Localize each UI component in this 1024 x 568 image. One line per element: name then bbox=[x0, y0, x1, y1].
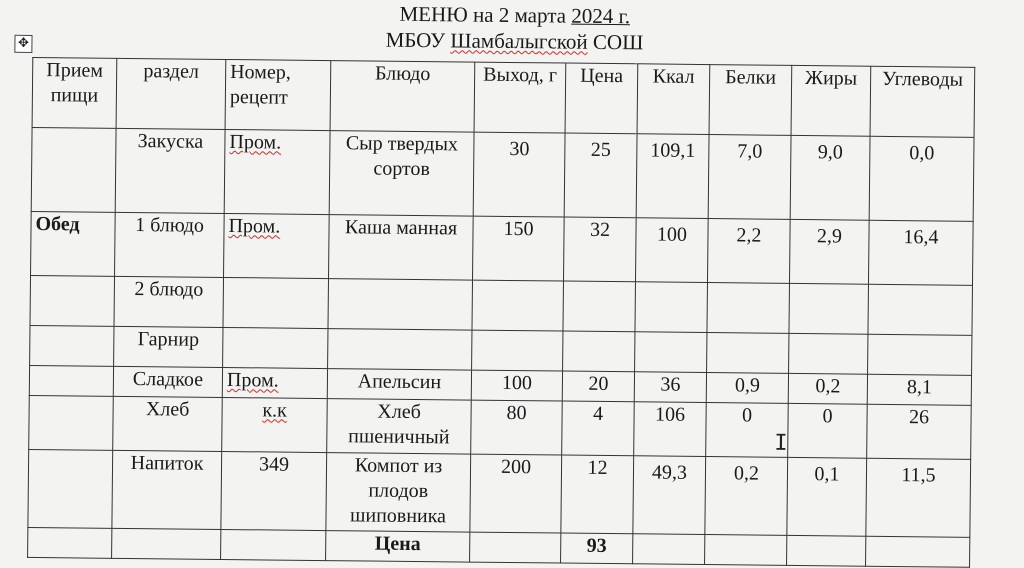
table-row: Напиток 349 Компот из плодов шиповника 200 12 49,3 0,2 0,1 11,5 bbox=[28, 449, 971, 537]
col-header: Жиры bbox=[791, 65, 871, 136]
col-header: Блюдо bbox=[330, 61, 475, 133]
table-row: 2 блюдо bbox=[30, 275, 972, 335]
table-row: Обед 1 блюдо Пром. Каша манная 150 32 100 2,2 2,9 16,4 bbox=[31, 211, 974, 285]
school-name: МБОУ Шамбалыгской СОШ bbox=[385, 27, 644, 55]
total-value: 93 bbox=[561, 533, 633, 564]
col-header: Углеводы bbox=[870, 66, 975, 137]
table-header-row bbox=[32, 57, 975, 137]
col-header: Ккал bbox=[637, 64, 710, 135]
col-header: Прием пищи bbox=[32, 57, 117, 128]
menu-table bbox=[27, 57, 975, 568]
col-header: Цена bbox=[565, 63, 638, 134]
table-row: Хлеб к.к Хлеб пшеничный 80 4 106 0 0 26 bbox=[29, 395, 972, 459]
col-header: Номер, рецепт bbox=[225, 59, 331, 130]
table-row: Сладкое Пром. Апельсин 100 20 36 0,9 0,2 8,1 bbox=[29, 365, 971, 405]
col-header: Выход, г bbox=[474, 62, 566, 133]
menu-year: 2024 bbox=[571, 3, 614, 29]
table-row: Закуска Пром. Сыр твердых сортов 30 25 109,1 7,0 9,0 0,0 bbox=[31, 127, 974, 221]
total-label: Цена bbox=[326, 531, 470, 563]
col-header: раздел bbox=[116, 58, 226, 129]
move-cross-icon[interactable]: ✥ bbox=[14, 35, 32, 53]
text-cursor-icon: I bbox=[774, 430, 788, 456]
school-name-misspelled: Шамбалыгской bbox=[450, 28, 588, 54]
col-header: Белки bbox=[709, 65, 792, 136]
table-row: Гарнир bbox=[30, 325, 972, 375]
menu-title: МЕНЮ на 2 марта 2024 г. bbox=[399, 1, 631, 29]
